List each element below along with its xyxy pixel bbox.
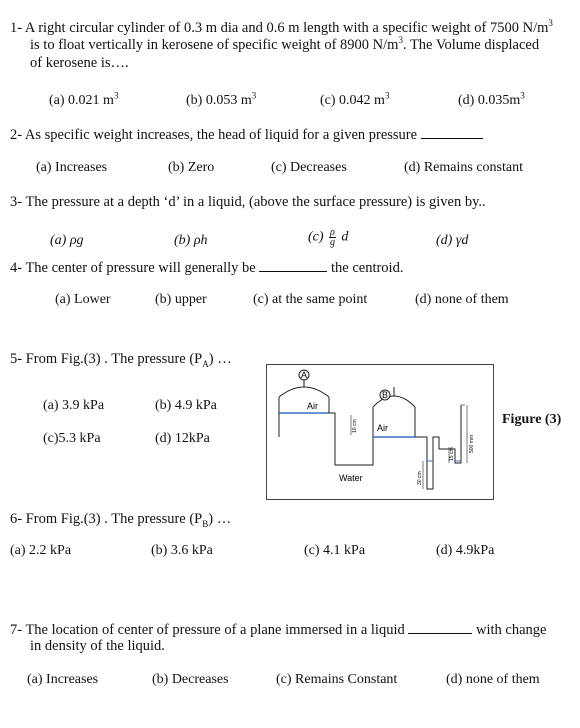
gauge-a-label: A xyxy=(300,370,308,380)
q1-option-b-text: (b) 0.053 m xyxy=(186,93,252,108)
q2-option-a[interactable]: (a) Increases xyxy=(36,160,108,175)
q7-question-line2: in density of the liquid. xyxy=(30,638,165,654)
q5-option-c[interactable]: (c)5.3 kPa xyxy=(43,431,101,446)
air-label-left: Air xyxy=(307,401,318,411)
q2-text: 2- As specific weight increases, the head of liquid for a given pressure xyxy=(10,127,418,143)
q1-option-c[interactable] xyxy=(320,90,390,109)
q4-option-c[interactable]: (c) at the same point xyxy=(253,292,368,307)
q1-option-b[interactable] xyxy=(186,90,257,109)
q6-question xyxy=(10,511,231,527)
q4-option-a[interactable]: (a) Lower xyxy=(55,292,111,307)
q1-option-d[interactable] xyxy=(458,90,525,109)
right-tank-dome xyxy=(373,396,415,407)
dimension-label-4: 15 cm xyxy=(449,447,455,461)
q1-option-c-cube: 3 xyxy=(384,90,390,101)
q4-blank[interactable] xyxy=(259,259,327,272)
q3-option-d[interactable]: (d) γd xyxy=(436,233,469,248)
figure-caption: Figure (3) xyxy=(502,412,562,427)
q7-question-line1 xyxy=(10,621,546,638)
q1-option-a-text: (a) 0.021 m xyxy=(49,93,114,108)
q6-sub: B xyxy=(202,518,209,529)
q1-line1 xyxy=(10,20,553,36)
figure-3-diagram xyxy=(266,364,494,500)
q6-option-c[interactable]: (c) 4.1 kPa xyxy=(304,543,366,558)
manometer-diagram xyxy=(267,365,493,499)
q1-option-c-text: (c) 0.042 m xyxy=(320,93,385,108)
q7-option-c[interactable]: (c) Remains Constant xyxy=(276,672,398,687)
q2-option-c[interactable]: (c) Decreases xyxy=(271,160,347,175)
q5-option-a[interactable]: (a) 3.9 kPa xyxy=(43,398,105,413)
dimension-label-2: 30 cm xyxy=(417,471,423,485)
q4-text-a: 4- The center of pressure will generally be xyxy=(10,260,256,276)
q4-option-b[interactable]: (b) upper xyxy=(155,292,207,307)
q4-question xyxy=(10,259,403,276)
q2-option-d[interactable]: (d) Remains constant xyxy=(404,160,523,175)
q3-option-c-suffix: d xyxy=(341,229,349,245)
q3-question: 3- The pressure at a depth ‘d’ in a liquid, (above the surface pressure) is given by.. xyxy=(10,194,486,210)
q1-line3: of kerosene is…. xyxy=(30,55,129,71)
q3-option-c-denominator: g xyxy=(329,237,335,248)
q2-question xyxy=(10,126,483,143)
water-label: Water xyxy=(339,473,363,483)
q5-option-b[interactable]: (b) 4.9 kPa xyxy=(155,398,217,413)
q7-option-a[interactable]: (a) Increases xyxy=(27,672,99,687)
q1-option-a[interactable] xyxy=(49,90,119,109)
dimension-label-1: 10 cm xyxy=(352,419,358,433)
q1-line1-text: 1- A right circular cylinder of 0.3 m dia and 0.6 m length with a specific weight of 7500 N/m xyxy=(10,20,549,36)
q1-line2 xyxy=(30,37,539,53)
q3-option-c-prefix: (c) xyxy=(308,229,324,245)
q3-option-c[interactable] xyxy=(308,228,348,247)
q1-option-a-cube: 3 xyxy=(113,90,119,101)
q4-option-d[interactable]: (d) none of them xyxy=(415,292,509,307)
q5-option-d[interactable]: (d) 12kPa xyxy=(155,431,210,446)
q7-blank[interactable] xyxy=(408,621,472,634)
q7-option-d[interactable]: (d) none of them xyxy=(446,672,540,687)
left-tank-water xyxy=(279,397,329,437)
q1-option-d-cube: 3 xyxy=(520,90,525,101)
q1-option-b-cube: 3 xyxy=(251,90,257,101)
air-label-right: Air xyxy=(377,423,388,433)
q2-option-b[interactable]: (b) Zero xyxy=(168,160,215,175)
q3-option-c-fraction xyxy=(329,228,336,247)
q4-text-b: the centroid. xyxy=(330,260,404,276)
q7-text-a: 7- The location of center of pressure of a plane immersed in a liquid xyxy=(10,622,405,638)
q6-option-b[interactable]: (b) 3.6 kPa xyxy=(151,543,213,558)
q1-cube-2: 3 xyxy=(398,35,403,46)
q7-text-b: with change xyxy=(475,622,547,638)
q6-option-a[interactable]: (a) 2.2 kPa xyxy=(10,543,72,558)
q5-question xyxy=(10,351,232,367)
q5-sub: A xyxy=(202,358,209,369)
left-tank-dome xyxy=(279,387,329,397)
q5-text-end: ) … xyxy=(208,351,232,367)
q1-line2-text-a: is to float vertically in kerosene of specific weight of 8900 N/m xyxy=(30,37,399,53)
q5-text: 5- From Fig.(3) . The pressure (P xyxy=(10,351,203,367)
q3-option-b[interactable]: (b) ρh xyxy=(174,233,208,248)
q1-option-d-text: (d) 0.035m xyxy=(458,93,521,108)
q3-option-c-numerator: ρ xyxy=(330,227,335,238)
q3-option-a[interactable]: (a) ρg xyxy=(50,233,84,248)
q1-line2-text-b: . The Volume displaced xyxy=(402,37,540,53)
q1-cube-1: 3 xyxy=(548,18,553,29)
dimension-label-3: 500 mm xyxy=(469,434,475,453)
q6-text: 6- From Fig.(3) . The pressure (P xyxy=(10,511,203,527)
q2-blank[interactable] xyxy=(421,126,483,139)
gauge-b-label: B xyxy=(381,390,389,400)
q6-option-d[interactable]: (d) 4.9kPa xyxy=(436,543,495,558)
q7-option-b[interactable]: (b) Decreases xyxy=(152,672,229,687)
q6-text-end: ) … xyxy=(208,511,232,527)
